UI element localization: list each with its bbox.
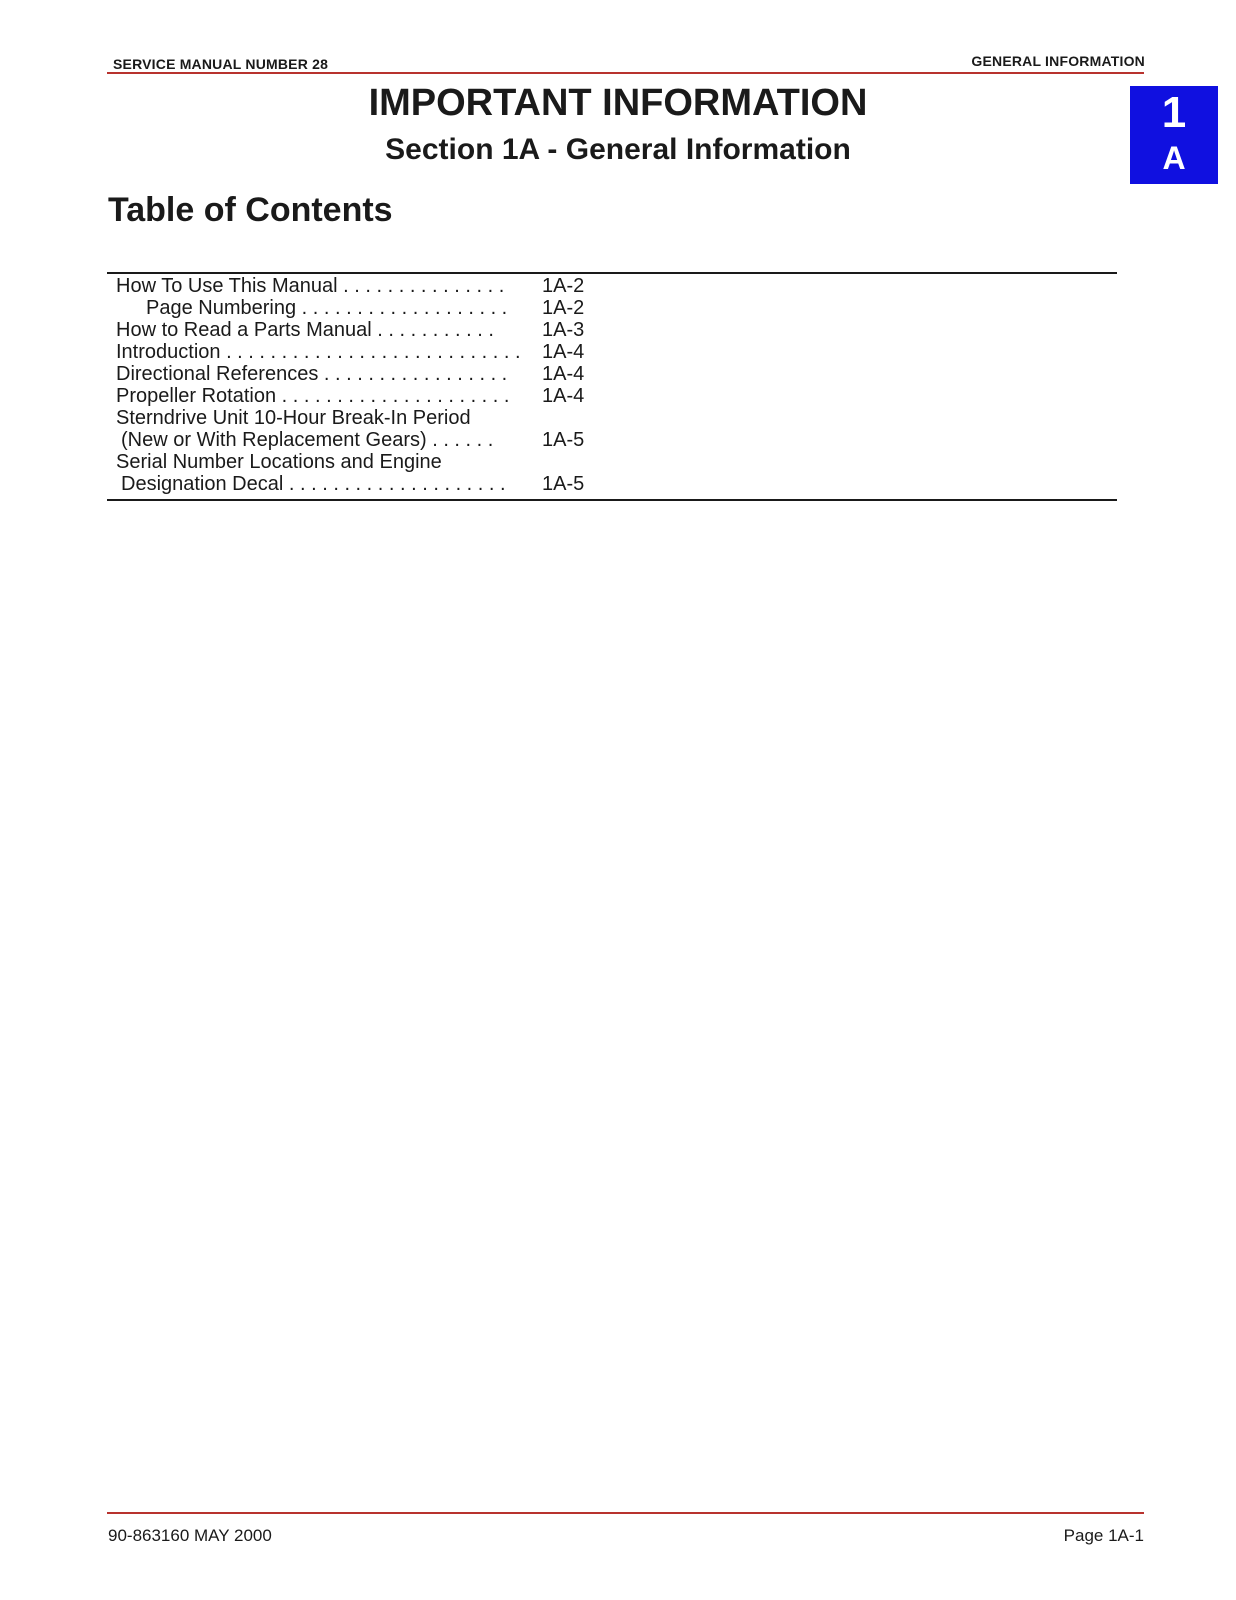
footer-page-number: Page 1A-1 xyxy=(1063,1526,1144,1545)
toc-rule-bottom xyxy=(107,499,1117,501)
toc-entry-title: Designation Decal . . . . . . . . . . . . . . . . . . . . xyxy=(121,473,506,495)
toc-list xyxy=(116,275,596,495)
header-section-name: GENERAL INFORMATION xyxy=(971,53,1145,69)
toc-entry-page: 1A-5 xyxy=(542,473,585,495)
toc-entry-title: How To Use This Manual . . . . . . . . . . . . . . . xyxy=(116,275,505,297)
toc-entry-title: (New or With Replacement Gears) . . . . . . xyxy=(121,429,494,451)
toc-entry[interactable] xyxy=(116,319,596,341)
toc-entry[interactable] xyxy=(116,363,596,385)
toc-entry-title: Page Numbering . . . . . . . . . . . . . . . . . . . xyxy=(146,297,508,319)
footer-document-number: 90-863160 MAY 2000 xyxy=(108,1526,272,1545)
toc-entry-page: 1A-4 xyxy=(542,341,585,363)
header-manual-number: SERVICE MANUAL NUMBER 28 xyxy=(113,56,329,72)
toc-entry[interactable] xyxy=(116,429,596,451)
toc-entry[interactable] xyxy=(116,407,596,429)
page-subtitle: Section 1A - General Information xyxy=(385,133,851,166)
toc-entry[interactable] xyxy=(116,275,596,297)
toc-entry-page: 1A-5 xyxy=(542,429,585,451)
toc-entry-page: 1A-2 xyxy=(542,297,585,319)
toc-heading: Table of Contents xyxy=(108,191,393,229)
toc-entry[interactable] xyxy=(116,473,596,495)
toc-rule-top xyxy=(107,272,1117,274)
toc-entry-title: Introduction . . . . . . . . . . . . . . . . . . . . . . . . . . . xyxy=(116,341,521,363)
toc-entry[interactable] xyxy=(116,297,596,319)
toc-entry-title: How to Read a Parts Manual . . . . . . . . . . . xyxy=(116,319,494,341)
toc-entry-page: 1A-3 xyxy=(542,319,585,341)
toc-entry-page: 1A-4 xyxy=(542,385,585,407)
section-tab-letter: A xyxy=(1162,140,1186,176)
toc-entry[interactable] xyxy=(116,385,596,407)
toc-entry-title: Serial Number Locations and Engine xyxy=(116,451,442,473)
toc-entry[interactable] xyxy=(116,341,596,363)
page-title: IMPORTANT INFORMATION xyxy=(368,82,868,124)
toc-entry-page: 1A-4 xyxy=(542,363,585,385)
toc-entry-title: Sterndrive Unit 10-Hour Break-In Period xyxy=(116,407,471,429)
toc-entry[interactable] xyxy=(116,451,596,473)
toc-entry-title: Directional References . . . . . . . . . . . . . . . . . xyxy=(116,363,508,385)
toc-entry-page: 1A-2 xyxy=(542,275,585,297)
section-tab-number: 1 xyxy=(1161,88,1187,137)
header-rule xyxy=(107,72,1144,74)
toc-entry-title: Propeller Rotation . . . . . . . . . . . . . . . . . . . . . xyxy=(116,385,510,407)
footer-rule xyxy=(107,1512,1144,1514)
